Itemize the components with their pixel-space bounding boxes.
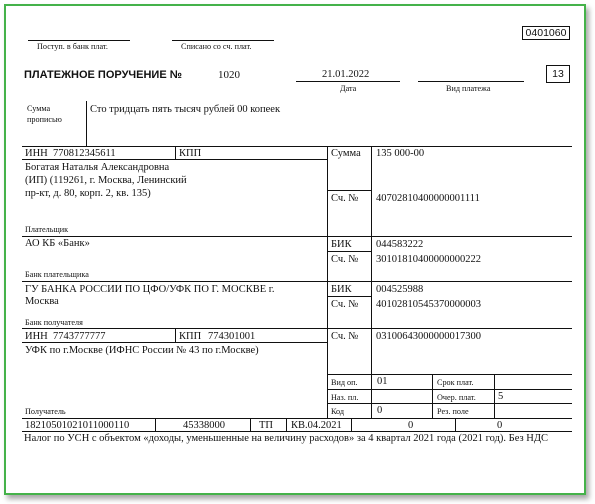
received-line bbox=[28, 40, 130, 41]
payee-account-label: Сч. № bbox=[331, 331, 359, 342]
row-line-2 bbox=[22, 236, 572, 237]
row-line-bik2-acc bbox=[327, 296, 371, 297]
payee-bank-account-label: Сч. № bbox=[331, 299, 359, 310]
payee-inn: 7743777777 bbox=[53, 331, 106, 342]
payer-label: Плательщик bbox=[25, 225, 69, 234]
amount-words-value: Сто тридцать пять тысяч рублей 00 копеек bbox=[90, 104, 281, 115]
tax-basis: ТП bbox=[259, 420, 273, 431]
col-line-tax-1 bbox=[155, 418, 156, 431]
debited-line bbox=[172, 40, 274, 41]
payer-name-1: Богатая Наталья Александровна bbox=[25, 162, 170, 173]
payer-status: 13 bbox=[552, 68, 564, 80]
tax-kbk: 18210501021011000110 bbox=[25, 420, 130, 431]
sum-label: Сумма bbox=[331, 148, 361, 159]
payer-name-3: пр-кт, д. 80, корп. 2, кв. 135) bbox=[25, 188, 151, 199]
col-line-term bbox=[432, 374, 433, 418]
payer-status-box bbox=[546, 65, 570, 83]
payee-label: Получатель bbox=[25, 407, 66, 416]
tax-oktmo: 45338000 bbox=[183, 420, 225, 431]
sum-value: 135 000-00 bbox=[376, 148, 425, 159]
payment-purpose: Налог по УСН с объектом «доходы, уменьшенные на величину расходов» за 4 квартал 2021 года (2021 год). Без НДС bbox=[24, 433, 549, 444]
payee-account: 03100643000000017300 bbox=[376, 331, 481, 342]
received-label: Поступ. в банк плат. bbox=[37, 42, 108, 51]
payee-bank-bik: 004525988 bbox=[376, 284, 424, 295]
row-line-8 bbox=[22, 418, 572, 419]
purpose-code-label: Наз. пл. bbox=[331, 393, 359, 402]
date-line bbox=[296, 81, 400, 82]
form-code: 0401060 bbox=[525, 27, 567, 39]
col-line-tax-5 bbox=[455, 418, 456, 431]
payee-inn-label: ИНН bbox=[25, 331, 48, 342]
col-line-tax-4 bbox=[351, 418, 352, 431]
tax-doc-date: 0 bbox=[497, 420, 503, 431]
payee-bank-label: Банк получателя bbox=[25, 318, 83, 327]
col-line-kpp2 bbox=[175, 328, 176, 342]
op-type-label: Вид оп. bbox=[331, 378, 358, 387]
form-code-box bbox=[522, 26, 570, 40]
document-number: 1020 bbox=[218, 69, 240, 81]
payee-bank-name-1: ГУ БАНКА РОССИИ ПО ЦФО/УФК ПО Г. МОСКВЕ г. bbox=[25, 284, 275, 295]
payee-bank-name-2: Москва bbox=[25, 296, 59, 307]
row-line-1 bbox=[22, 146, 572, 147]
payer-kpp-label: КПП bbox=[179, 148, 202, 159]
payer-inn: 770812345611 bbox=[53, 148, 116, 159]
payer-bank-bik: 044583222 bbox=[376, 239, 424, 250]
payee-kpp: 774301001 bbox=[208, 331, 256, 342]
payer-bank-account-label: Сч. № bbox=[331, 254, 359, 265]
payee-bank-account: 40102810545370000003 bbox=[376, 299, 481, 310]
payee-kpp-label: КПП bbox=[179, 331, 202, 342]
code-value: 0 bbox=[377, 405, 383, 416]
col-line-tax-2 bbox=[250, 418, 251, 431]
payer-name-2: (ИП) (119261, г. Москва, Ленинский bbox=[25, 175, 187, 186]
op-type: 01 bbox=[377, 376, 388, 387]
amount-words-label-2: прописью bbox=[27, 115, 62, 124]
debited-label: Списано со сч. плат. bbox=[181, 42, 252, 51]
payer-account: 40702810400000001111 bbox=[376, 193, 480, 204]
row-line-3 bbox=[22, 281, 572, 282]
row-line-5 bbox=[327, 374, 572, 375]
payer-bank-label: Банк плательщика bbox=[25, 270, 89, 279]
payer-bank-bik-label: БИК bbox=[331, 239, 352, 250]
date-label: Дата bbox=[340, 84, 357, 93]
amount-words-divider bbox=[86, 101, 87, 146]
order-value: 5 bbox=[498, 391, 504, 402]
payee-name: УФК по г.Москве (ИФНС России № 43 по г.Москве) bbox=[25, 345, 259, 356]
code-label: Код bbox=[331, 407, 345, 416]
row-line-sum-acc bbox=[327, 190, 371, 191]
col-line-kpp1 bbox=[175, 146, 176, 159]
payee-bank-bik-label: БИК bbox=[331, 284, 352, 295]
row-line-7 bbox=[327, 403, 572, 404]
row-line-6 bbox=[327, 389, 572, 390]
col-line-tax-3 bbox=[286, 418, 287, 431]
col-line-term-val bbox=[494, 374, 495, 418]
amount-words-label-1: Сумма bbox=[27, 104, 51, 113]
tax-doc-number: 0 bbox=[408, 420, 414, 431]
payer-bank-account: 30101810400000000222 bbox=[376, 254, 481, 265]
payment-type-label: Вид платежа bbox=[446, 84, 491, 93]
row-line-bik-acc bbox=[327, 251, 371, 252]
term-label: Срок плат. bbox=[437, 378, 474, 387]
document-date: 21.01.2022 bbox=[322, 69, 370, 80]
payer-account-label: Сч. № bbox=[331, 193, 359, 204]
col-line-main bbox=[327, 146, 328, 418]
order-label: Очер. плат. bbox=[437, 393, 476, 402]
row-line-4 bbox=[22, 328, 572, 329]
res-label: Рез. поле bbox=[437, 407, 469, 416]
payer-inn-label: ИНН bbox=[25, 148, 48, 159]
tax-period: КВ.04.2021 bbox=[291, 420, 342, 431]
col-line-values bbox=[371, 146, 372, 418]
payer-bank-name: АО КБ «Банк» bbox=[25, 238, 90, 249]
payment-type-line bbox=[418, 81, 524, 82]
document-title: ПЛАТЕЖНОЕ ПОРУЧЕНИЕ № bbox=[24, 69, 182, 81]
